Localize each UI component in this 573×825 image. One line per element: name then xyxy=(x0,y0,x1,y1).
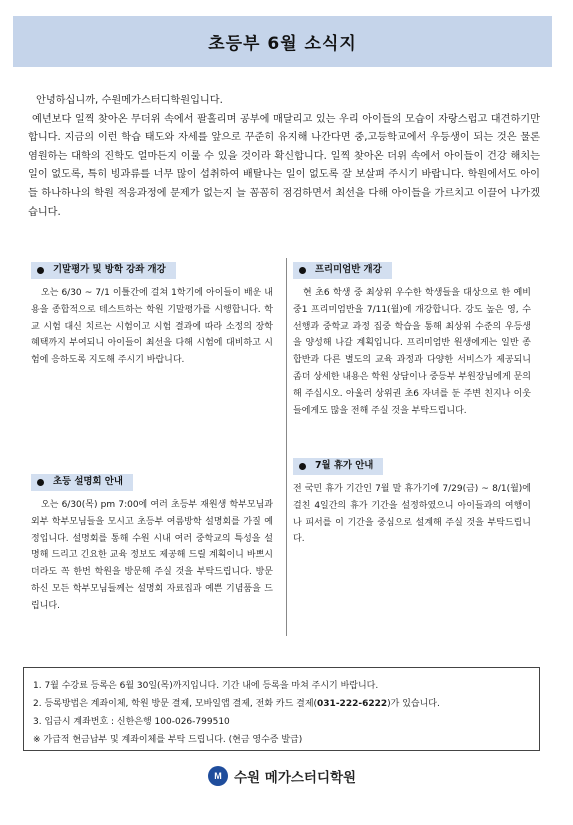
bullet-icon xyxy=(299,267,306,274)
section-body: 전 국민 휴가 기간인 7월 말 휴가기에 7/29(금) ~ 8/1(월)에 걸친 4일간의 휴가 기간을 설정하였으니 아이들과의 여행이나 피서를 이 기간을 중심으로 설계해 주실 것을 부탁드립니다. xyxy=(293,484,531,545)
intro-text xyxy=(28,92,540,222)
page-title: 초등부 6월 소식지 xyxy=(208,34,357,54)
title-bar xyxy=(13,16,552,67)
section-premium xyxy=(293,262,531,419)
notice-line: ※ 가급적 현금납부 및 계좌이체를 부탁 드립니다. (현금 영수증 발급) xyxy=(33,735,303,745)
section-heading-label: 7월 휴가 안내 xyxy=(315,460,374,472)
section-vacation xyxy=(293,458,531,548)
intro-body: 예년보다 일찍 찾아온 무더위 속에서 팔홀리며 공부에 매달리고 있는 우리 아이들의 모습이 자랑스럽고 대견하기만 합니다. 지금의 이런 학습 태도와 자세를 앞으로 꾸준히 유지해 나간다면 중,고등학교에서 우등생이 되는 것은 물론 염원하는 대학의 진학도 얼마든지 이룰 수 있을 것이라 확신합니다. 일찍 찾아온 더위 속에서 아이들이 건강 해치는 일이 없도록, 특히 빙과류를 너무 많이 섭취하여 배탈나는 일이 없도록 잘 보살펴 주시기 바랍니다. 학원에서도 아이들 하나하나의 학원 적응과정에 문제가 없는지 늘 꼼꼼히 점검하면서 최선을 다해 아이들을 가르치고 이끌어 나가겠습니다. xyxy=(28,113,540,218)
section-heading-label: 기말평가 및 방학 강좌 개강 xyxy=(53,264,166,276)
notice-line: 1. 7월 수강료 등록은 6월 30일(목)까지입니다. 기간 내에 등록을 마쳐 주시기 바랍니다. xyxy=(33,681,379,691)
logo-icon: M xyxy=(208,766,228,786)
greeting: 안녕하십니까, 수원메가스터디학원입니다. xyxy=(36,95,223,106)
notice-text: 2. 등록방법은 계좌이체, 학원 방문 결제, 모바일앱 결제, 전화 카드 결제( xyxy=(33,699,318,709)
notice-text: )가 있습니다. xyxy=(387,699,440,709)
notice-line: 3. 입금시 계좌번호 : 신한은행 100-026-799510 xyxy=(33,717,230,727)
notice-line xyxy=(33,695,529,713)
bullet-icon xyxy=(37,479,44,486)
section-body: 오는 6/30 ~ 7/1 이틀간에 걸쳐 1학기에 아이들이 배운 내용을 종합적으로 테스트하는 학원 기말평가를 시행합니다. 학교 시험 대신 치르는 시험이고 시험 결과에 따라 소정의 장학 혜택까지 부여되니 아이들이 최선을 다해 시험에 대비하고 시험에 응하도록 지도해 주시기 바랍니다. xyxy=(31,288,273,366)
section-heading-label: 프리미엄반 개강 xyxy=(315,264,382,276)
bullet-icon xyxy=(299,463,306,470)
section-briefing xyxy=(31,474,273,615)
section-exam-prep xyxy=(31,262,273,369)
section-heading xyxy=(293,458,383,475)
academy-logo xyxy=(208,766,356,786)
notice-box xyxy=(23,667,540,751)
section-heading-label: 초등 설명회 안내 xyxy=(53,476,123,488)
section-body: 오는 6/30(목) pm 7:00에 여러 초등부 재원생 학부모님과 외부 학부모님들을 모시고 초등부 여름방학 설명회를 가질 예정입니다. 설명회를 통해 수원 시내 여러 중학교의 특성을 설명해 드리고 긴요한 교육 정보도 제공해 드릴 계획이니 바쁘시더라도 꼭 한번 학원을 방문해 주실 것을 부탁드립니다. 방문하신 모든 학부모님들께는 설명회 자료집과 예쁜 기념품을 드립니다. xyxy=(31,500,273,611)
phone-number: 031-222-6222 xyxy=(317,699,388,709)
logo-name: 수원 메가스터디학원 xyxy=(234,770,357,786)
section-heading xyxy=(31,262,176,279)
section-heading xyxy=(31,474,133,491)
section-heading xyxy=(293,262,392,279)
column-divider xyxy=(286,258,287,636)
bullet-icon xyxy=(37,267,44,274)
section-body: 현 초6 학생 중 최상위 우수한 학생들을 대상으로 한 예비 중1 프리미엄반을 7/11(월)에 개강합니다. 강도 높은 영, 수 선행과 중학교 과정 집중 학습을 통해 최상위 수준의 우등생을 양성해 나갈 계획입니다. 프리미엄반 원생에게는 일반 종합반과 다른 별도의 교육 과정과 다양한 서비스가 제공되니 좀더 상세한 내용은 학원 상담이나 중등부 부원장님에게 문의해 주십시오. 아울러 상위권 초6 자녀를 둔 주변 친지나 이웃들에게도 많을 전해 주실 것을 부탁드립니다. xyxy=(293,288,531,416)
